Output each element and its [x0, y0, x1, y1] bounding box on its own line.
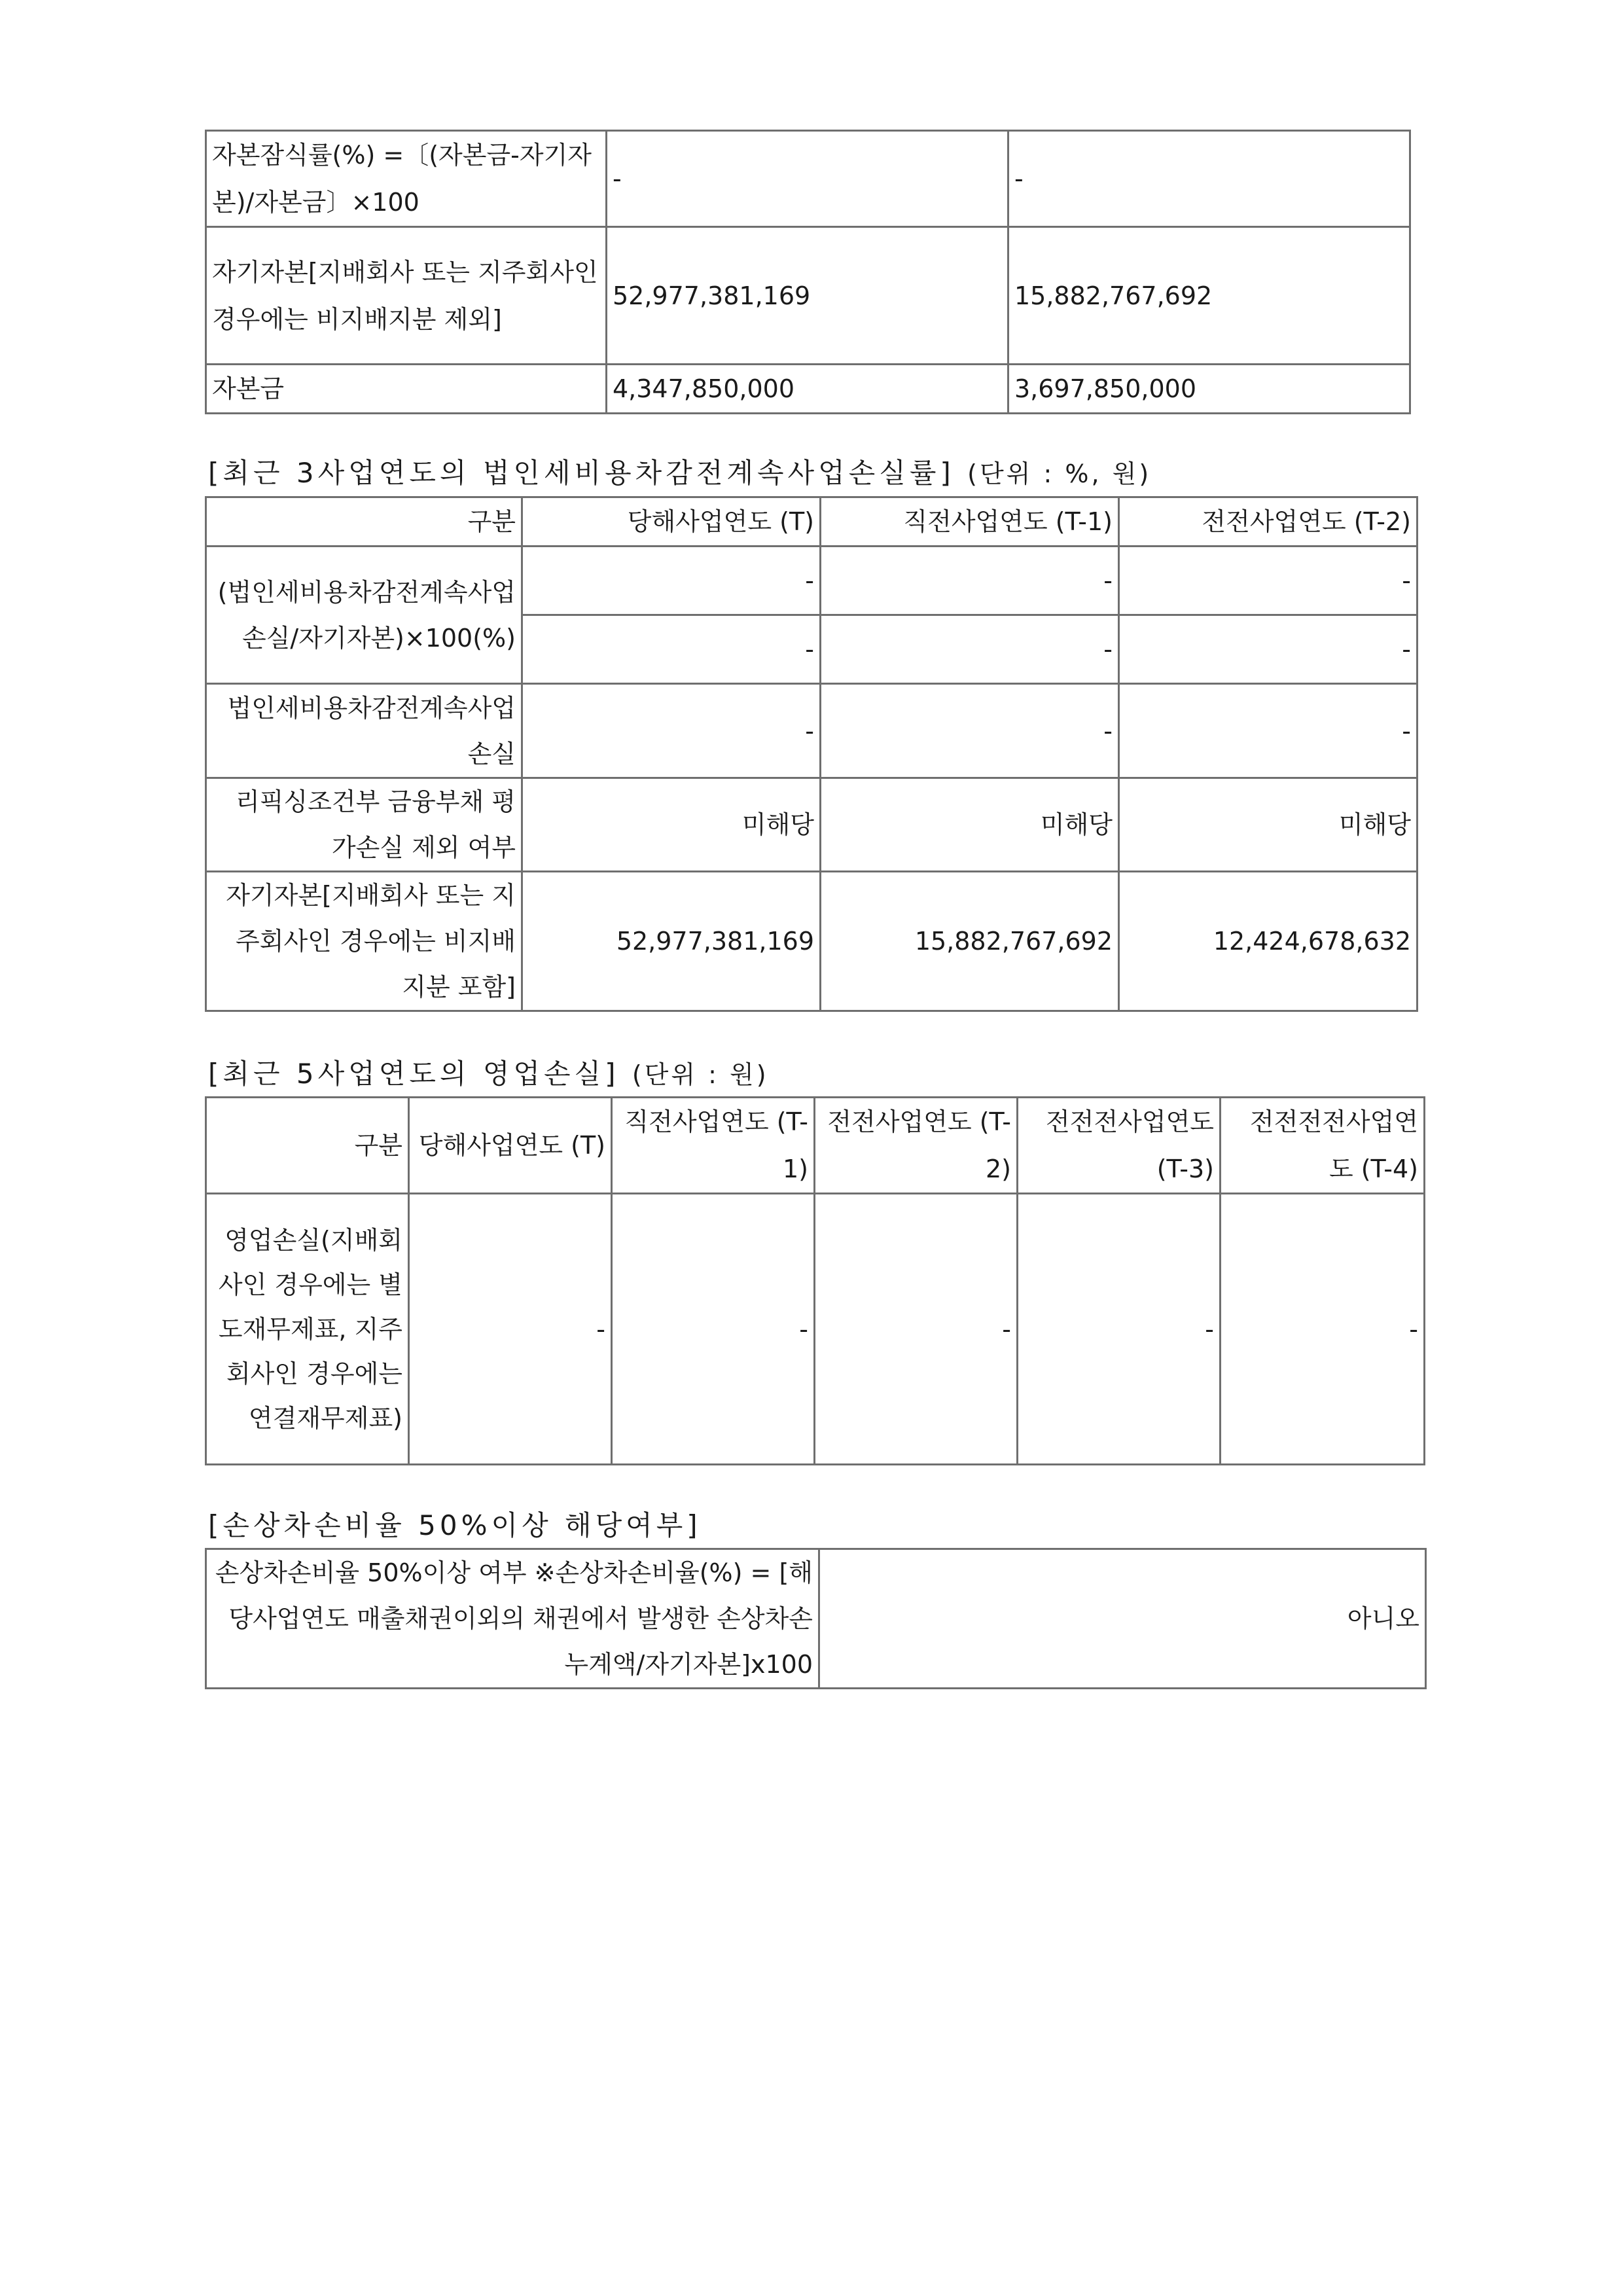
operating-loss-t4: - [1221, 1194, 1425, 1465]
equity-incl-t1: 15,882,767,692 [821, 872, 1119, 1011]
capital-impairment-table [205, 130, 1411, 414]
impairment-ratio-prior: - [1008, 131, 1410, 227]
table-row [206, 365, 1410, 414]
ratio-t1: - [821, 547, 1119, 615]
header-t4: 전전전전사업연도 (T-4) [1221, 1098, 1425, 1194]
equity-label: 자기자본[지배회사 또는 지주회사인 경우에는 비지배지분 제외] [206, 227, 607, 365]
refixing-t1: 미해당 [821, 778, 1119, 872]
loss-t: - [522, 684, 821, 778]
refixing-t2: 미해당 [1119, 778, 1418, 872]
header-category: 구분 [206, 497, 522, 547]
operating-loss-t3: - [1018, 1194, 1221, 1465]
section2-title [208, 452, 1151, 491]
equity-incl-t2: 12,424,678,632 [1119, 872, 1418, 1011]
section3-unit: (단위 : 원) [632, 1060, 769, 1089]
capital-current: 4,347,850,000 [607, 365, 1008, 414]
table-row [206, 684, 1418, 778]
ratio-alt-t2: - [1119, 615, 1418, 684]
pretax-loss-table [205, 496, 1418, 1012]
operating-loss-t2: - [815, 1194, 1018, 1465]
table-row [206, 131, 1410, 227]
equity-current: 52,977,381,169 [607, 227, 1008, 365]
header-t: 당해사업연도 (T) [409, 1098, 612, 1194]
section3-title-text: [최근 5사업연도의 영업손실] [208, 1058, 620, 1090]
section2-unit: (단위 : %, 원) [967, 459, 1152, 488]
header-t: 당해사업연도 (T) [522, 497, 821, 547]
header-category: 구분 [206, 1098, 409, 1194]
table-header-row [206, 497, 1418, 547]
header-t3: 전전전사업연도 (T-3) [1018, 1098, 1221, 1194]
operating-loss-t1: - [612, 1194, 815, 1465]
impairment-ratio-current: - [607, 131, 1008, 227]
section4-title-text: [손상차손비율 50%이상 해당여부] [208, 1509, 702, 1541]
ratio-alt-t: - [522, 615, 821, 684]
impairment-loss-value: 아니오 [819, 1549, 1426, 1689]
header-t2: 전전사업연도 (T-2) [1119, 497, 1418, 547]
section3-title [208, 1052, 769, 1092]
header-t1: 직전사업연도 (T-1) [821, 497, 1119, 547]
ratio-alt-t1: - [821, 615, 1119, 684]
header-t2: 전전사업연도 (T-2) [815, 1098, 1018, 1194]
table-row [206, 547, 1418, 615]
operating-loss-t: - [409, 1194, 612, 1465]
ratio-t: - [522, 547, 821, 615]
section4-title [208, 1504, 702, 1543]
impairment-ratio-label: 자본잠식률(%) =〔(자본금-자기자본)/자본금〕×100 [206, 131, 607, 227]
table-row [206, 1549, 1426, 1689]
loss-t2: - [1119, 684, 1418, 778]
loss-label: 법인세비용차감전계속사업손실 [206, 684, 522, 778]
refixing-t: 미해당 [522, 778, 821, 872]
capital-prior: 3,697,850,000 [1008, 365, 1410, 414]
header-t1: 직전사업연도 (T-1) [612, 1098, 815, 1194]
equity-prior: 15,882,767,692 [1008, 227, 1410, 365]
equity-incl-label: 자기자본[지배회사 또는 지주회사인 경우에는 비지배지분 포함] [206, 872, 522, 1011]
impairment-loss-label: 손상차손비율 50%이상 여부 ※손상차손비율(%) = [해당사업연도 매출채권이외의 채권에서 발생한 손상차손 누계액/자기자본]x100 [206, 1549, 819, 1689]
table-row [206, 778, 1418, 872]
ratio-label: (법인세비용차감전계속사업손실/자기자본)×100(%) [206, 547, 522, 684]
capital-label: 자본금 [206, 365, 607, 414]
loss-t1: - [821, 684, 1119, 778]
table-header-row [206, 1098, 1425, 1194]
table-row [206, 227, 1410, 365]
table-row [206, 872, 1418, 1011]
impairment-loss-table [205, 1548, 1427, 1689]
section2-title-text: [최근 3사업연도의 법인세비용차감전계속사업손실률] [208, 457, 955, 489]
operating-loss-table [205, 1096, 1425, 1465]
refixing-label: 리픽싱조건부 금융부채 평가손실 제외 여부 [206, 778, 522, 872]
table-row [206, 1194, 1425, 1465]
operating-loss-label: 영업손실(지배회사인 경우에는 별도재무제표, 지주회사인 경우에는 연결재무제표) [206, 1194, 409, 1465]
equity-incl-t: 52,977,381,169 [522, 872, 821, 1011]
ratio-t2: - [1119, 547, 1418, 615]
